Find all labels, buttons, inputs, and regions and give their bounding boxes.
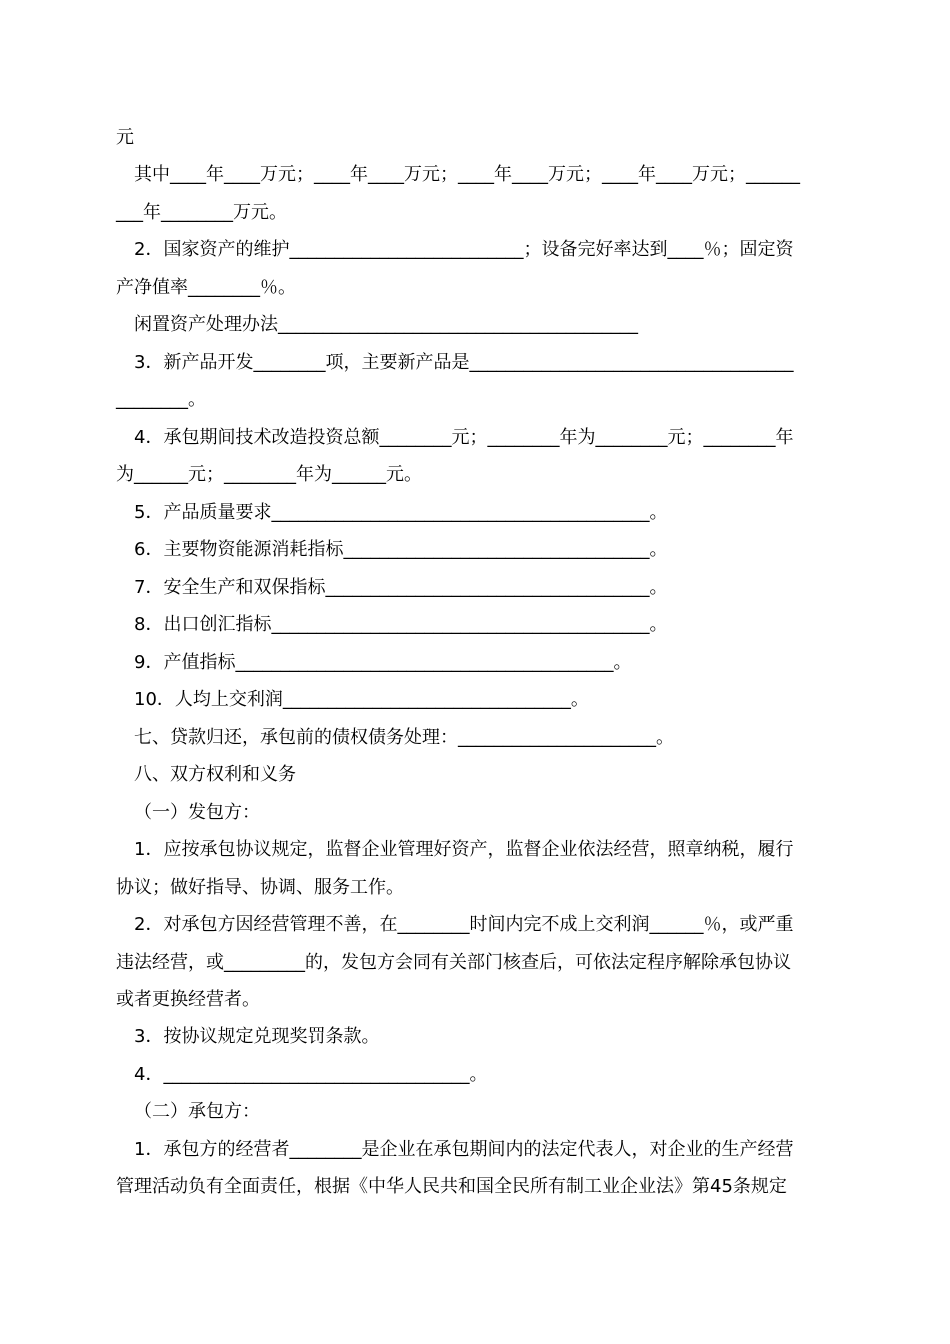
- text-line: 八、双方权利和义务: [134, 764, 296, 785]
- text-line: 4．承包期间技术改造投资总额________元；________年为________元；________年: [134, 427, 794, 448]
- text-line: 产净值率________％。: [116, 277, 296, 298]
- text-line: 元: [116, 127, 134, 148]
- text-line: ________。: [116, 389, 206, 410]
- text-line: 违法经营，或_________的，发包方会同有关部门核查后，可依法定程序解除承包协议: [116, 952, 791, 973]
- text-line: 2．国家资产的维护__________________________；设备完好率达到____％；固定资: [134, 239, 794, 260]
- text-line: 7．安全生产和双保指标____________________________________。: [134, 577, 668, 598]
- text-line: 1．承包方的经营者________是企业在承包期间内的法定代表人，对企业的生产经营: [134, 1139, 794, 1160]
- text-line: 9．产值指标__________________________________________。: [134, 652, 632, 673]
- text-line: 协议；做好指导、协调、服务工作。: [116, 877, 404, 898]
- text-line: 1．应按承包协议规定，监督企业管理好资产，监督企业依法经营，照章纳税，履行: [134, 839, 794, 860]
- text-line: 闲置资产处理办法________________________________________: [134, 314, 638, 335]
- text-line: 七、贷款归还，承包前的债权债务处理：______________________。: [134, 727, 674, 748]
- text-line: 3．新产品开发________项，主要新产品是____________________________________: [134, 352, 794, 373]
- text-line: 2．对承包方因经营管理不善，在________时间内完不成上交利润______％，或严重: [134, 914, 794, 935]
- text-line: （二）承包方：: [134, 1101, 260, 1122]
- text-line: 5．产品质量要求__________________________________________。: [134, 502, 668, 523]
- text-line: （一）发包方：: [134, 802, 260, 823]
- text-line: 4．__________________________________。: [134, 1064, 488, 1085]
- text-line: 10．人均上交利润________________________________。: [134, 689, 589, 710]
- text-line: 8．出口创汇指标__________________________________________。: [134, 614, 668, 635]
- text-line: 3．按协议规定兑现奖罚条款。: [134, 1026, 380, 1047]
- text-line: 6．主要物资能源消耗指标__________________________________。: [134, 539, 668, 560]
- text-line: ___年________万元。: [116, 202, 287, 223]
- text-line: 其中____年____万元；____年____万元；____年____万元；____年____万元；______: [134, 164, 800, 185]
- text-line: 管理活动负有全面责任，根据《中华人民共和国全民所有制工业企业法》第45条规定: [116, 1176, 787, 1197]
- text-line: 为______元；________年为______元。: [116, 464, 422, 485]
- text-line: 或者更换经营者。: [116, 989, 260, 1010]
